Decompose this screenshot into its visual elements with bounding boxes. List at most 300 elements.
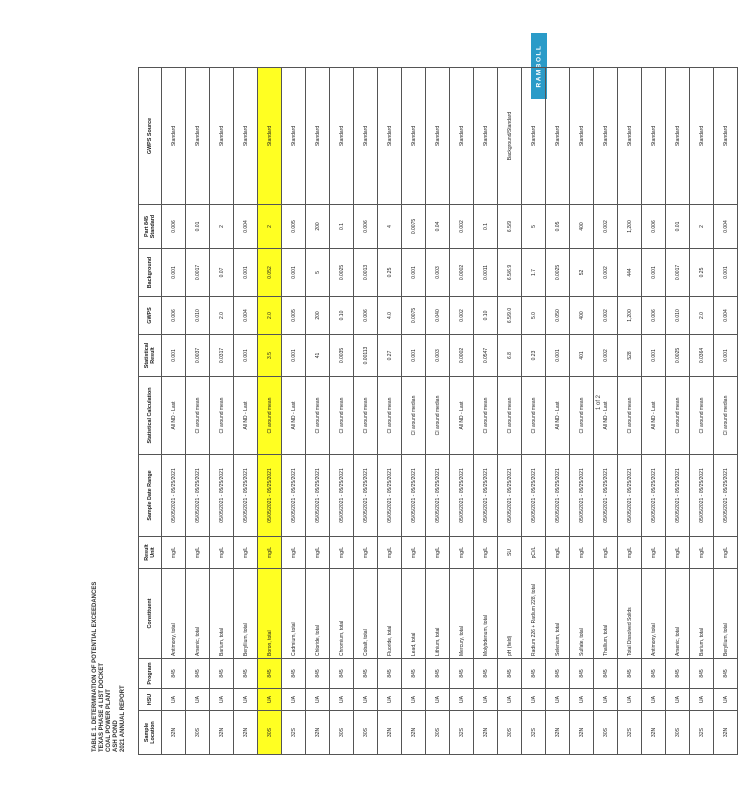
table-cell: Standard [234,68,258,205]
table-cell: 0.27 [378,335,402,377]
table-cell: UA [330,689,354,711]
table-cell: SU [498,537,522,569]
table-cell: 0.001 [234,335,258,377]
table-cell: 0.004 [714,297,738,335]
table-cell: 0.01 [666,205,690,249]
table-cell: Chloride, total [306,569,330,659]
table-cell: 0.006 [354,297,378,335]
table-cell: mg/L [210,537,234,569]
column-header: Constituent [139,569,162,659]
table-cell: CI around median [714,377,738,455]
table-cell: CI around mean [258,377,282,455]
table-cell: 845 [210,659,234,689]
table-cell: 2 [258,205,282,249]
table-cell: 05/05/2021 - 05/25/2021 [474,455,498,537]
table-cell: 32S [450,711,474,755]
table-cell: 845 [450,659,474,689]
table-cell: 05/05/2021 - 05/25/2021 [162,455,186,537]
table-cell: CI around mean [666,377,690,455]
table-row [186,68,210,755]
table-cell: Lithium, total [426,569,450,659]
table-cell: 05/05/2021 - 05/25/2021 [450,455,474,537]
table-cell: Standard [282,68,306,205]
table-cell: UA [210,689,234,711]
table-cell: Barium, total [210,569,234,659]
table-cell: 0.1 [330,205,354,249]
table-cell: 845 [522,659,546,689]
table-cell: Thallium, total [594,569,618,659]
table-cell: 6.8 [498,335,522,377]
table-cell: Fluoride, total [378,569,402,659]
table-cell: All ND - Last [282,377,306,455]
table-cell: 2.0 [258,297,282,335]
table-cell: 845 [378,659,402,689]
table-cell: 0.01 [186,205,210,249]
table-row [642,68,666,755]
table-cell: Standard [162,68,186,205]
column-header: Program [139,659,162,689]
table-cell: CI around mean [570,377,594,455]
table-cell: Standard [642,68,666,205]
table-cell: 05/05/2021 - 05/25/2021 [522,455,546,537]
table-cell: Beryllium, total [714,569,738,659]
header-row [139,68,162,755]
table-row [474,68,498,755]
table-cell: 0.001 [642,335,666,377]
table-cell: UA [258,689,282,711]
table-cell: Standard [378,68,402,205]
table-cell: 0.001 [546,335,570,377]
table-cell: UA [618,689,642,711]
table-cell: 0.002 [594,205,618,249]
table-cell: 0.0035 [330,335,354,377]
table-cell: 0.001 [234,249,258,297]
table-cell: 4 [378,205,402,249]
table-cell: 2 [690,205,714,249]
table-row [522,68,546,755]
logo-text: RAMBOLL [535,44,543,88]
table-cell: 0.0025 [666,335,690,377]
column-header: Statistical Result [139,335,162,377]
table-row [378,68,402,755]
table-row [690,68,714,755]
table-cell: 32S [690,711,714,755]
table-row [354,68,378,755]
table-cell: 05/05/2021 - 05/25/2021 [354,455,378,537]
table-cell: 32N [378,711,402,755]
table-cell: 30S [354,711,378,755]
table-cell: 0.00113 [354,335,378,377]
table-cell: UA [450,689,474,711]
table-cell: Beryllium, total [234,569,258,659]
table-cell: 845 [474,659,498,689]
table-cell: 32N [546,711,570,755]
table-cell: 1,200 [618,297,642,335]
table-cell: 32N [474,711,498,755]
table-cell: 0.05 [546,205,570,249]
table-cell: 845 [498,659,522,689]
table-cell: 32N [162,711,186,755]
table-cell: Standard [402,68,426,205]
table-cell: 0.25 [378,249,402,297]
table-cell: 05/05/2021 - 05/25/2021 [666,455,690,537]
table-cell: mg/L [450,537,474,569]
table-cell: mg/L [282,537,306,569]
table-cell: 0.001 [402,249,426,297]
table-cell: All ND - Last [642,377,666,455]
table-cell: 05/05/2021 - 05/25/2021 [498,455,522,537]
column-header: GWPS [139,297,162,335]
title-line: 2021 ANNUAL REPORT [120,685,126,752]
table-cell: 845 [402,659,426,689]
table-cell: Standard [474,68,498,205]
table-cell: mg/L [690,537,714,569]
table-cell: 0.001 [162,249,186,297]
table-cell: 0.0017 [666,249,690,297]
table-cell: mg/L [570,537,594,569]
table-cell: 32N [570,711,594,755]
column-header: Statistical Calculation [139,377,162,455]
table-cell: 400 [570,205,594,249]
table-cell: CI around mean [690,377,714,455]
table-cell: 0.005 [282,205,306,249]
table-row [234,68,258,755]
table-cell: 05/05/2021 - 05/25/2021 [378,455,402,537]
table-cell: 401 [570,335,594,377]
table-cell: 845 [186,659,210,689]
table-cell: mg/L [330,537,354,569]
column-header: Result Unit [139,537,162,569]
table-cell: 2 [210,205,234,249]
table-cell: 0.07 [210,249,234,297]
table-cell: 0.0002 [450,335,474,377]
table-cell: 845 [426,659,450,689]
table-cell: 52 [570,249,594,297]
table-cell: CI around mean [522,377,546,455]
table-cell: 30S [666,711,690,755]
table-cell: Boron, total [258,569,282,659]
table-cell: Arsenic, total [666,569,690,659]
table-cell: Cadmium, total [282,569,306,659]
table-cell: 528 [618,335,642,377]
table-cell: 400 [570,297,594,335]
table-cell: 0.002 [594,249,618,297]
table-cell: UA [378,689,402,711]
table-cell: 2.0 [210,297,234,335]
table-cell: UA [546,689,570,711]
table-cell: 32S [522,711,546,755]
table-cell: UA [714,689,738,711]
table-cell: 0.0025 [330,249,354,297]
table-cell: 0.050 [546,297,570,335]
table-cell: 30S [498,711,522,755]
table-cell: Standard [306,68,330,205]
table-cell: 0.006 [642,297,666,335]
table-cell: UA [474,689,498,711]
table-cell: 0.0037 [186,335,210,377]
table-cell: 0.25 [690,249,714,297]
table-cell: Lead, total [402,569,426,659]
table-cell: 0.001 [162,335,186,377]
table-cell: UA [690,689,714,711]
table-cell: Standard [714,68,738,205]
table-cell: mg/L [402,537,426,569]
table-cell: UA [234,689,258,711]
table-cell: 845 [330,659,354,689]
table-cell: Chromium, total [330,569,354,659]
table-cell: 0.0547 [474,335,498,377]
table-cell: 32N [210,711,234,755]
table-cell: 5 [306,249,330,297]
table-cell: 30S [426,711,450,755]
table-cell: 05/05/2021 - 05/25/2021 [714,455,738,537]
table-row [546,68,570,755]
table-cell: 0.005 [282,297,306,335]
table-cell: UA [282,689,306,711]
table-cell: 0.010 [666,297,690,335]
table-cell: 3.5 [258,335,282,377]
title-line: ASH POND [113,720,119,752]
table-cell: Barium, total [690,569,714,659]
table-cell: All ND - Last [234,377,258,455]
table-cell: 845 [546,659,570,689]
table-cell: mg/L [234,537,258,569]
table-cell: All ND - Last [546,377,570,455]
table-cell: 0.002 [450,297,474,335]
table-cell: 05/05/2021 - 05/25/2021 [186,455,210,537]
table-cell: 0.1 [474,205,498,249]
table-row [570,68,594,755]
table-cell: 0.006 [162,297,186,335]
table-row [498,68,522,755]
table-cell: All ND - Last [450,377,474,455]
column-header: Sample Date Range [139,455,162,537]
table-cell: 0.10 [474,297,498,335]
column-header: Background [139,249,162,297]
table-cell: 0.0364 [690,335,714,377]
table-cell: 200 [306,205,330,249]
table-cell: 0.004 [234,205,258,249]
table-cell: CI around mean [498,377,522,455]
table-cell: Selenium, total [546,569,570,659]
table-cell: 0.001 [282,335,306,377]
table-row [714,68,738,755]
table-cell: 05/05/2021 - 05/25/2021 [546,455,570,537]
column-header: Part 845 Standard [139,205,162,249]
table-cell: Standard [594,68,618,205]
table-cell: Radium 226 + Radium 228, total [522,569,546,659]
table-cell: UA [570,689,594,711]
table-cell: 845 [306,659,330,689]
table-cell: 845 [618,659,642,689]
table-cell: 845 [714,659,738,689]
table-cell: UA [642,689,666,711]
table-cell: 845 [234,659,258,689]
column-header: HSU [139,689,162,711]
table-cell: UA [426,689,450,711]
table-cell: Standard [546,68,570,205]
table-cell: 4.0 [378,297,402,335]
table-cell: 05/05/2021 - 05/25/2021 [426,455,450,537]
table-cell: CI around median [402,377,426,455]
table-cell: 200 [306,297,330,335]
column-header: GWPS Source [139,68,162,205]
table-cell: CI around median [426,377,450,455]
table-cell: Sulfate, total [570,569,594,659]
table-cell: 0.040 [426,297,450,335]
table-cell: 32N [234,711,258,755]
table-cell: 845 [666,659,690,689]
exceedance-table [138,67,738,755]
table-cell: mg/L [474,537,498,569]
table-cell: All ND - Last [162,377,186,455]
table-cell: mg/L [378,537,402,569]
table-cell: mg/L [354,537,378,569]
table-cell: 0.004 [234,297,258,335]
table-cell: 1.7 [522,249,546,297]
table-cell: 05/05/2021 - 05/25/2021 [282,455,306,537]
table-cell: 0.010 [186,297,210,335]
table-cell: 845 [642,659,666,689]
table-cell: 6.5/9 [498,205,522,249]
table-cell: UA [162,689,186,711]
table-cell: 1,200 [618,205,642,249]
table-cell: 0.003 [426,335,450,377]
table-cell: 05/05/2021 - 05/25/2021 [306,455,330,537]
table-cell: 41 [306,335,330,377]
table-cell: 0.0011 [474,249,498,297]
table-cell: Standard [330,68,354,205]
table-cell: CI around mean [210,377,234,455]
table-cell: UA [498,689,522,711]
table-row [450,68,474,755]
table-cell: 30S [330,711,354,755]
table-cell: 32N [714,711,738,755]
table-cell: Antimony, total [162,569,186,659]
table-cell: 32S [618,711,642,755]
table-cell: 05/05/2021 - 05/25/2021 [570,455,594,537]
table-cell: 05/05/2021 - 05/25/2021 [258,455,282,537]
table-cell: Standard [690,68,714,205]
table-cell: Standard [258,68,282,205]
table-cell: 0.002 [594,335,618,377]
table-cell: UA [402,689,426,711]
table-cell: 0.0013 [354,249,378,297]
table-cell: 0.10 [330,297,354,335]
table-cell: 05/05/2021 - 05/25/2021 [330,455,354,537]
table-cell: 0.23 [522,335,546,377]
table-row [402,68,426,755]
table-cell: Standard [618,68,642,205]
table-cell: 0.001 [402,335,426,377]
table-cell: 845 [690,659,714,689]
table-cell: UA [354,689,378,711]
table-cell: CI around mean [330,377,354,455]
table-cell: 845 [354,659,378,689]
table-cell: 0.002 [450,205,474,249]
table-cell: 32N [402,711,426,755]
table-cell: 845 [570,659,594,689]
table-body [162,68,738,755]
table-cell: Standard [666,68,690,205]
table-cell: 30S [186,711,210,755]
table-cell: Standard [210,68,234,205]
table-cell: 0.001 [714,335,738,377]
table-cell: 0.004 [714,205,738,249]
table-cell: 845 [162,659,186,689]
table-cell: CI around mean [306,377,330,455]
table-cell: mg/L [258,537,282,569]
table-row [666,68,690,755]
table-cell: 05/05/2021 - 05/25/2021 [618,455,642,537]
table-cell: Total Dissolved Solids [618,569,642,659]
table-cell: 2.0 [690,297,714,335]
table-cell: 0.001 [642,249,666,297]
table-cell: 444 [618,249,642,297]
table-cell: 05/05/2021 - 05/25/2021 [210,455,234,537]
table-cell: Mercury, total [450,569,474,659]
table-cell: mg/L [546,537,570,569]
table-cell: mg/L [666,537,690,569]
table-cell: 0.001 [282,249,306,297]
table-cell: Standard [426,68,450,205]
table-cell: 0.0317 [210,335,234,377]
table-cell: Molybdenum, total [474,569,498,659]
table-row [306,68,330,755]
table-cell: 5.0 [522,297,546,335]
table-cell: 845 [594,659,618,689]
table-cell: 30S [258,711,282,755]
table-cell: Standard [354,68,378,205]
table-row [282,68,306,755]
table-row [618,68,642,755]
table-cell: CI around mean [186,377,210,455]
table-cell: Standard [450,68,474,205]
table-cell: UA [666,689,690,711]
table-cell: pH (field) [498,569,522,659]
table-cell: mg/L [618,537,642,569]
table-cell: Standard [186,68,210,205]
table-cell: mg/L [714,537,738,569]
table-cell: mg/L [306,537,330,569]
table-row [210,68,234,755]
table-title-block [92,582,127,752]
table-cell: Standard [570,68,594,205]
table-row [594,68,618,755]
table-cell: Cobalt, total [354,569,378,659]
table-row [162,68,186,755]
table-cell: 32S [282,711,306,755]
table-cell: 05/05/2021 - 05/25/2021 [234,455,258,537]
table-cell: 05/05/2021 - 05/25/2021 [642,455,666,537]
table-cell: 05/05/2021 - 05/25/2021 [690,455,714,537]
table-cell: CI around mean [618,377,642,455]
table-row [426,68,450,755]
title-line: COAL POWER PLANT [106,689,112,752]
table-cell: Arsenic, total [186,569,210,659]
table-cell: 0.0017 [186,249,210,297]
title-line: TABLE 1. DETERMINATION OF POTENTIAL EXCEEDANCES [92,581,98,752]
table-cell: 0.0025 [546,249,570,297]
table-cell: 0.001 [714,249,738,297]
column-header: Sample Location [139,711,162,755]
table-cell: CI around mean [354,377,378,455]
table-cell: mg/L [642,537,666,569]
table-row-highlighted [258,68,282,755]
table-cell: 0.0075 [402,205,426,249]
title-line: TEXAS PHASE 4 LIST DOCKET [99,662,105,752]
table-row [330,68,354,755]
